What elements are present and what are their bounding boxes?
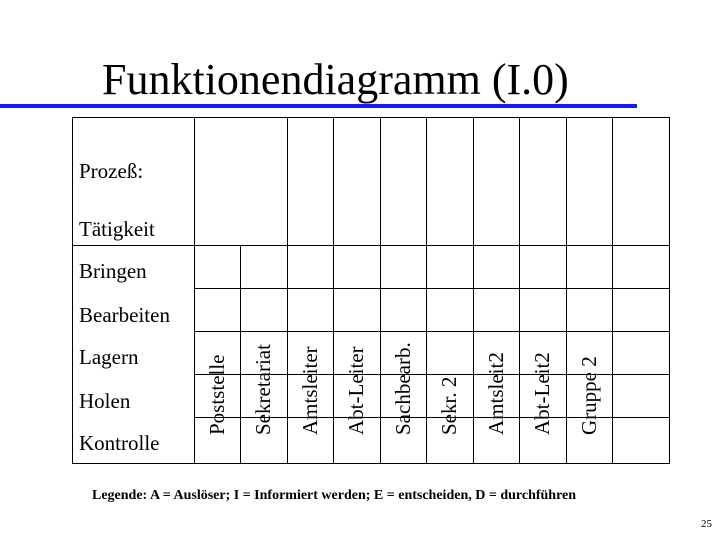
row-label: Lagern	[79, 345, 139, 369]
row-label: Bringen	[79, 259, 147, 283]
column-header: Gruppe 2	[577, 356, 601, 435]
row-label: Holen	[79, 389, 131, 413]
activity-label: Tätigkeit	[79, 217, 155, 241]
grid-line	[194, 331, 669, 332]
function-matrix-table	[72, 117, 670, 464]
title-underline	[0, 104, 637, 108]
column-header: Sachbearb.	[391, 342, 415, 435]
slide-title: Funktionendiagramm (I.0)	[102, 55, 569, 104]
grid-line	[612, 118, 613, 463]
column-header: Abt-Leit2	[530, 352, 554, 435]
column-header: Poststelle	[205, 354, 229, 435]
column-header: Amtsleit2	[484, 352, 508, 435]
grid-line	[194, 288, 669, 289]
row-label: Kontrolle	[79, 431, 160, 455]
column-header: Abt-Leiter	[344, 346, 368, 435]
column-header: Sekretariat	[251, 344, 275, 435]
column-header: Sekr. 2	[437, 376, 461, 435]
grid-line	[73, 245, 669, 246]
process-label: Prozeß:	[79, 159, 144, 183]
page-number: 25	[701, 518, 712, 530]
row-label: Bearbeiten	[79, 303, 170, 327]
legend-text: Legende: A = Auslöser; I = Informiert werden; E = entscheiden, D = durchführen	[92, 488, 577, 503]
column-header: Amtsleiter	[298, 346, 322, 435]
